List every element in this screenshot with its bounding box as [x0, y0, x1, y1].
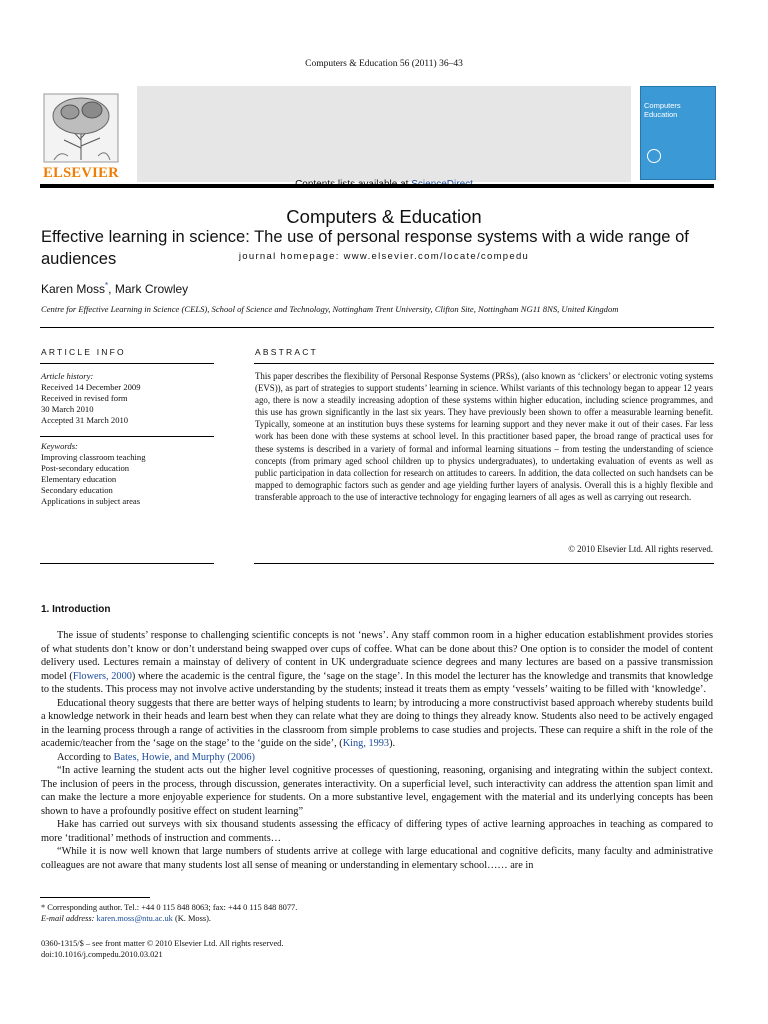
article-history: [41, 371, 213, 426]
paragraph-text: Educational theory suggests that there are better ways of helping students to learn; by introducing a more constructivist based approach whereby students build a knowledge network in their heads and learn best when they can relate what they are doing to things they already know. Students also need to be actively engaged in the learning process through a range of activities in the classroom from simple problems to case studies and projects. These can require a shift in the role of the academic/teacher from the ‘sage on the stage’ to the ‘guide on the side’, (: [41, 697, 713, 749]
front-matter: [41, 938, 283, 960]
history-label: Article history:: [41, 371, 94, 381]
article-info-heading: ARTICLE INFO: [41, 347, 126, 357]
journal-homepage[interactable]: journal homepage: www.elsevier.com/locate/compedu: [238, 251, 530, 262]
history-item: Accepted 31 March 2010: [41, 415, 129, 425]
issn-line: 0360-1315/$ – see front matter © 2010 Elsevier Ltd. All rights reserved.: [41, 939, 284, 948]
affiliation-rule: [40, 327, 714, 328]
quote-paragraph: “While it is now well known that large numbers of students arrive at college with large educational and cognitive deficits, many faculty and administrative colleagues are not aware that many students lost all sense of meaning or understanding in elementary school…… are in: [41, 846, 713, 871]
footnote: [41, 903, 297, 924]
keywords-label: Keywords:: [41, 441, 78, 451]
keyword-item: Applications in subject areas: [41, 496, 141, 506]
corresponding-author-mark[interactable]: *: [105, 281, 109, 290]
article-info-end-rule: [40, 563, 214, 564]
quote-paragraph: “In active learning the student acts out the higher level cognitive processes of questioning, reasoning, organising and integrating within the subject context. The inclusion of peers in the process, through discussion, generates interactivity. On a superficial level, such interactivity can address the attention span limit and can make the lecture a more enjoyable experience for students. On a more substantive level, engagement with the material and its underlying concepts has been shown to have a profoundly positive effect on student learning”: [41, 765, 713, 817]
abstract-heading: ABSTRACT: [255, 347, 318, 357]
article-info-rule: [40, 363, 214, 364]
paragraph: [41, 697, 713, 751]
article-title: Effective learning in science: The use of personal response systems with a wide range of audiences: [41, 228, 689, 268]
journal-citation: Computers & Education 56 (2011) 36–43: [305, 59, 463, 69]
authors: [41, 281, 188, 296]
abstract-rule: [254, 363, 714, 364]
keywords-rule: [40, 436, 214, 437]
keyword-item: Improving classroom teaching: [41, 452, 146, 462]
author-moss: Karen Moss: [41, 282, 106, 296]
abstract-copyright: © 2010 Elsevier Ltd. All rights reserved.: [568, 544, 713, 554]
doi-line[interactable]: doi:10.1016/j.compedu.2010.03.021: [41, 950, 163, 959]
citation-link-king[interactable]: King, 1993: [342, 738, 390, 749]
paragraph: [41, 629, 713, 697]
email-suffix: (K. Moss).: [172, 913, 212, 923]
abstract-text: This paper describes the flexibility of Personal Response Systems (PRSs), (also known as ‘clickers’ or electronic voting systems (EVS)), as part of strategies to support students’ learning in science. Whilst variants of this technology began to appear 12 years ago, there is now a steadily increasing adoption of these systems within higher education, including science programmes, and this use has grown significantly in the last six years. They have previously been shown to offer a measurable learning benefit. Typically, someone at an institution buys these systems for learning support and they never make it out of their cases. Far less work has been done with these systems at school level. In this practitioner based paper, the broad range of practical uses for these systems is described in a variety of formal and informal learning situations – from testing the understanding of science concepts (from primary aged school children up to physics undergraduates), to undertaking evaluation of events as well as public participation in data collection for research on attitudes to careers. In addition, the data collected on such handsets can be mapped to demographic factors such as gender and age yielding further layers of analysis. Overall this is a highly flexible and transferable approach to the use of interactive technology for engaging learners of all ages as well as carrying out research.: [255, 371, 713, 502]
paragraph-text: The issue of students’ response to challenging scientific concepts is not ‘news’. Any staff common room in a higher education establishment provides stories of what students don’t know or don’t understand being swapped over cups of coffee. What can be done about this? One option is to consider the model of content delivery used. Lectures remain a mainstay of delivery of content in UK undergraduate science degrees and many lectures are based on a passive transmission model (: [41, 630, 713, 682]
cover-title: Computers Education: [644, 101, 681, 119]
header-rule: [40, 184, 714, 188]
author-crowley: , Mark Crowley: [108, 282, 189, 296]
affiliation: Centre for Effective Learning in Science (CELS), School of Science and Technology, Nottingham Trent University, Clifton Site, Nottingham NG11 8NS, United Kingdom: [41, 304, 619, 314]
paragraph: Hake has carried out surveys with six thousand students assessing the efficacy of differing types of active learning approaches in teaching as compared to more ‘traditional’ methods of instruction and comments…: [41, 819, 713, 844]
cover-emblem-icon: [647, 149, 661, 163]
footnote-rule: [40, 897, 150, 898]
paragraph-text: According to: [57, 751, 114, 763]
journal-title: Computers & Education: [286, 206, 482, 227]
section-heading-introduction: 1. Introduction: [41, 604, 111, 615]
abstract-end-rule: [254, 563, 714, 564]
journal-cover-thumbnail: [640, 86, 716, 180]
publisher-wordmark: ELSEVIER: [43, 165, 119, 181]
keyword-item: Secondary education: [41, 485, 113, 495]
paragraph-text: ).: [389, 738, 396, 749]
keyword-item: Post-secondary education: [41, 463, 130, 473]
email-link[interactable]: karen.moss@ntu.ac.uk: [96, 913, 173, 923]
history-item: Received in revised form: [41, 393, 128, 403]
corresponding-author-note: * Corresponding author. Tel.: +44 0 115 848 8063; fax: +44 0 115 848 8077.: [41, 903, 298, 912]
citation-link-bates[interactable]: Bates, Howie, and Murphy (2006): [113, 751, 255, 763]
email-label: E-mail address:: [41, 913, 97, 923]
paragraph-text: ) where the academic is the central figure, the ‘sage on the stage’. In this model the lecturer has the knowledge and transmits that knowledge to the students. This process may not involve active understanding by the students; instead it treats them as empty ‘vessels’ waiting to be filled with ‘knowledge’.: [41, 670, 713, 695]
history-item: 30 March 2010: [41, 404, 94, 414]
body-text: [41, 629, 713, 872]
paragraph: [41, 751, 713, 765]
keywords: [41, 441, 213, 507]
keyword-item: Elementary education: [41, 474, 117, 484]
history-item: Received 14 December 2009: [41, 382, 141, 392]
email-line: [41, 914, 297, 925]
citation-link-flowers[interactable]: Flowers, 2000: [72, 670, 132, 682]
